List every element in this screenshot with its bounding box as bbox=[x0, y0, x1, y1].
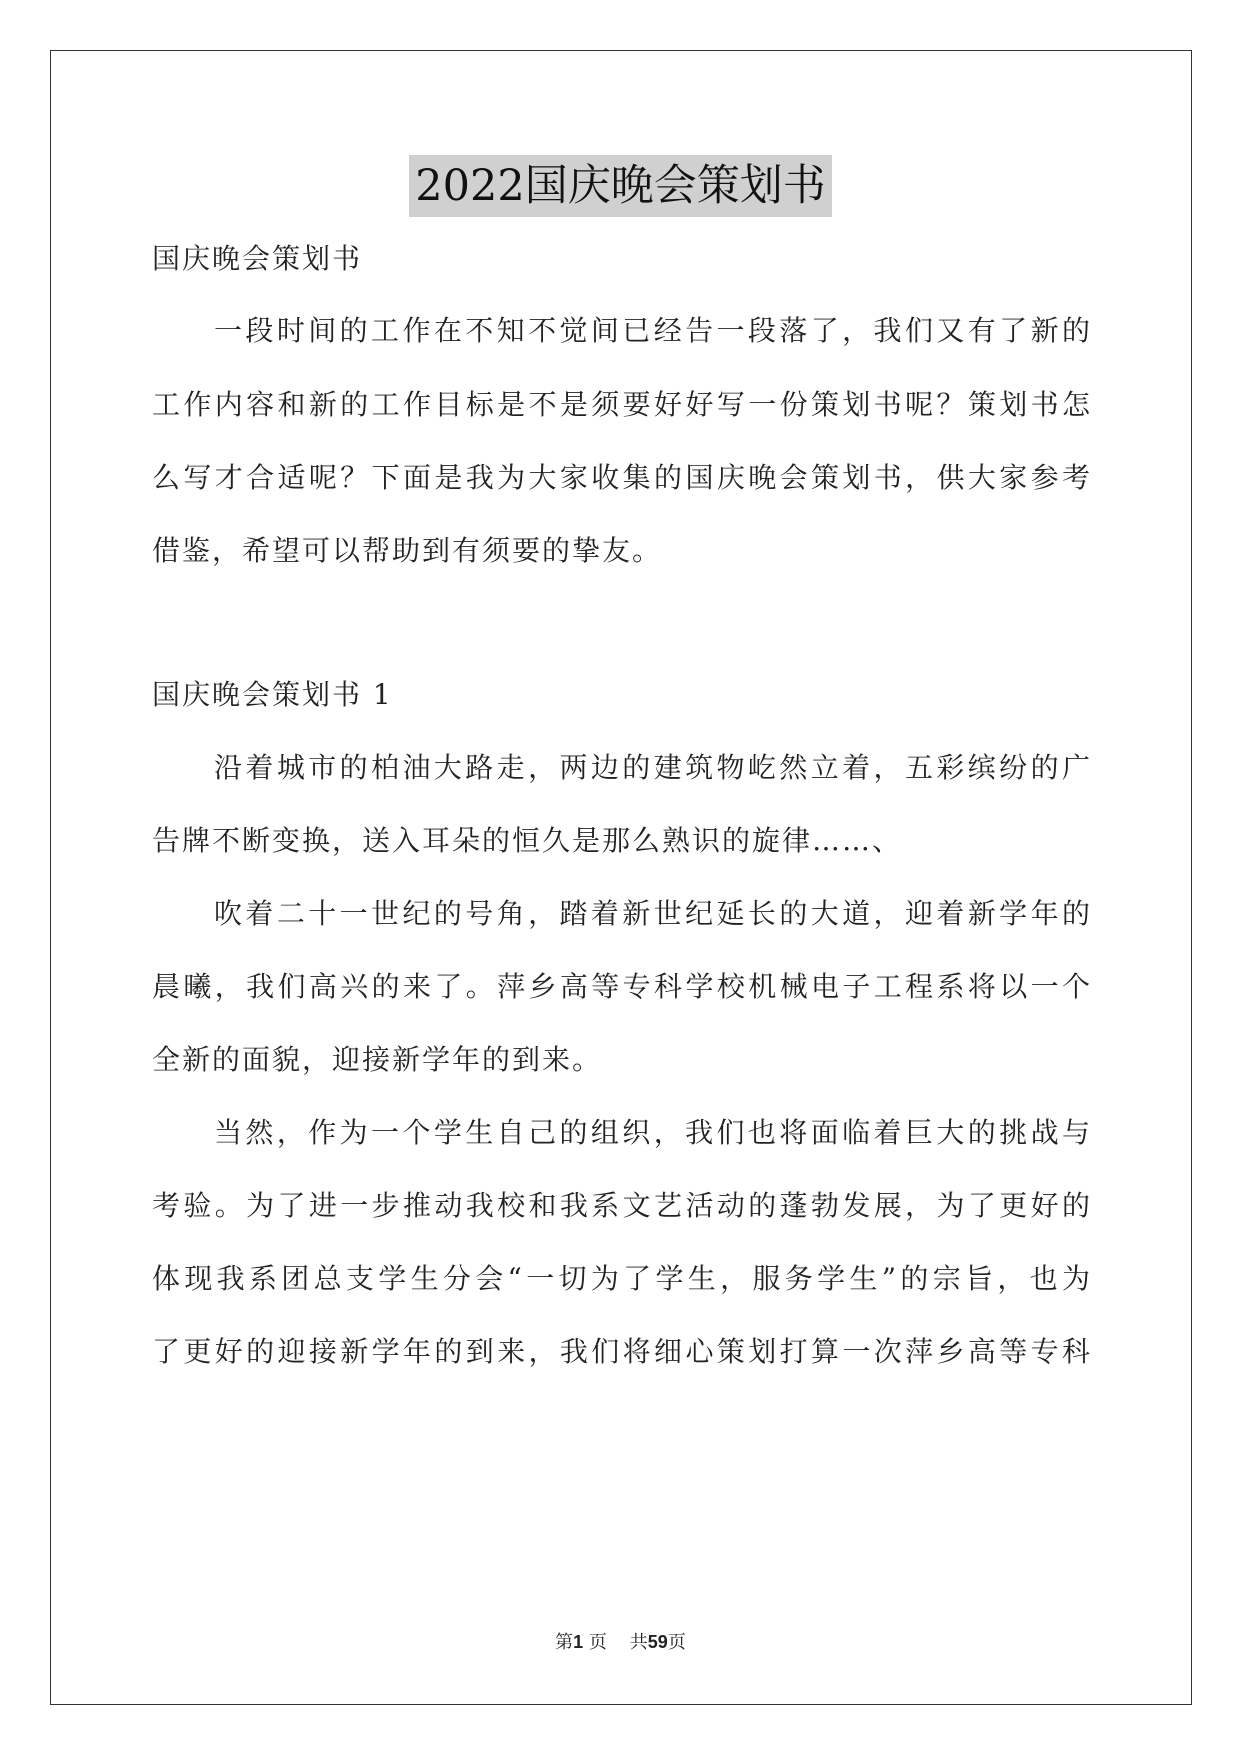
footer-page-total: 59 bbox=[647, 1632, 668, 1652]
footer-page-unit: 页 bbox=[588, 1632, 607, 1653]
section-line-9: 了更好的迎接新学年的到来，我们将细心策划打算一次萍乡高等专科 bbox=[152, 1335, 1090, 1368]
section-line-7: 考验。为了进一步推动我校和我系文艺活动的蓬勃发展，为了更好的 bbox=[152, 1189, 1090, 1222]
section-line-6: 当然，作为一个学生自己的组织，我们也将面临着巨大的挑战与 bbox=[214, 1116, 1090, 1149]
intro-line-3: 么写才合适呢？下面是我为大家收集的国庆晚会策划书，供大家参考 bbox=[152, 461, 1090, 494]
page-footer bbox=[0, 1628, 1241, 1654]
section-line-3: 吹着二十一世纪的号角，踏着新世纪延长的大道，迎着新学年的 bbox=[214, 897, 1090, 930]
footer-total-prefix: 共 bbox=[629, 1632, 648, 1653]
footer-page-current: 1 bbox=[573, 1632, 584, 1652]
section-line-5: 全新的面貌，迎接新学年的到来。 bbox=[152, 1043, 603, 1076]
intro-line-1: 一段时间的工作在不知不觉间已经告一段落了，我们又有了新的 bbox=[214, 314, 1090, 347]
section-heading: 国庆晚会策划书 1 bbox=[152, 678, 393, 711]
section-line-8: 体现我系团总支学生分会“一切为了学生，服务学生”的宗旨，也为 bbox=[152, 1262, 1090, 1295]
footer-total-unit: 页 bbox=[667, 1632, 686, 1653]
page-border bbox=[50, 50, 1192, 1705]
intro-line-4: 借鉴，希望可以帮助到有须要的挚友。 bbox=[152, 534, 663, 567]
footer-page-prefix: 第 bbox=[555, 1632, 574, 1653]
section-line-4: 晨曦，我们高兴的来了。萍乡高等专科学校机械电子工程系将以一个 bbox=[152, 970, 1090, 1003]
subheading: 国庆晚会策划书 bbox=[152, 242, 363, 275]
section-line-1: 沿着城市的柏油大路走，两边的建筑物屹然立着，五彩缤纷的广 bbox=[214, 751, 1090, 784]
document-title: 2022国庆晚会策划书 bbox=[409, 155, 831, 217]
intro-line-2: 工作内容和新的工作目标是不是须要好好写一份策划书呢？策划书怎 bbox=[152, 388, 1090, 421]
title-block bbox=[0, 155, 1241, 217]
section-line-2: 告牌不断变换，送入耳朵的恒久是那么熟识的旋律……、 bbox=[152, 824, 903, 857]
